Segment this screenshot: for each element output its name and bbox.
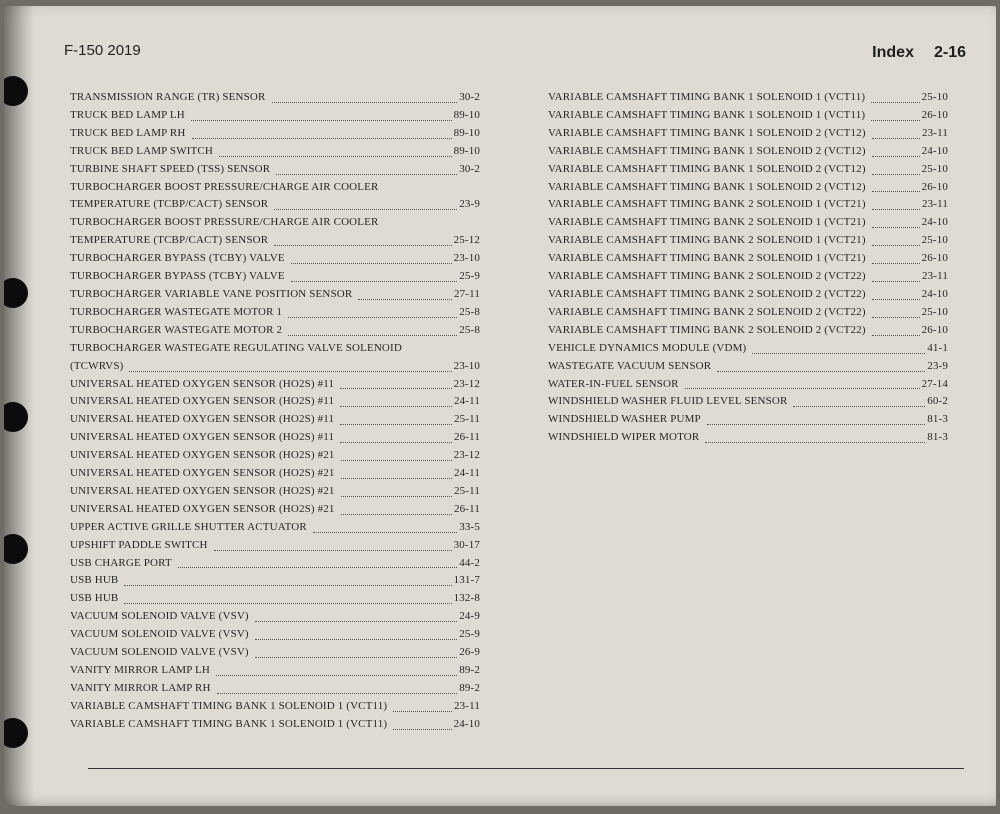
dot-leader <box>291 281 457 282</box>
dot-leader <box>272 102 458 103</box>
index-entry <box>548 393 948 411</box>
dot-leader <box>214 550 452 551</box>
entry-page-ref: 60-2 <box>927 395 948 408</box>
index-page <box>4 6 996 806</box>
index-entry <box>70 716 480 734</box>
entry-title: VARIABLE CAMSHAFT TIMING BANK 1 SOLENOID 1 (VCT11) <box>548 108 866 121</box>
entry-page-ref: 27-14 <box>921 377 948 390</box>
dot-leader <box>872 317 920 318</box>
index-entry <box>548 250 948 268</box>
entry-title: VEHICLE DYNAMICS MODULE (VDM) <box>548 341 747 354</box>
entry-title: TURBOCHARGER VARIABLE VANE POSITION SENSOR <box>70 287 353 300</box>
dot-leader <box>274 209 457 210</box>
entry-title: UNIVERSAL HEATED OXYGEN SENSOR (HO2S) #21 <box>70 484 335 497</box>
index-entry <box>70 393 480 411</box>
dot-leader <box>793 406 925 407</box>
entry-page-ref: 41-1 <box>927 341 948 354</box>
entry-title: TRUCK BED LAMP RH <box>70 126 186 139</box>
entry-page-ref: 25-10 <box>921 234 948 247</box>
entry-page-ref: 24-11 <box>453 395 480 408</box>
entry-title: UNIVERSAL HEATED OXYGEN SENSOR (HO2S) #11 <box>70 431 335 444</box>
entry-title-continued: TEMPERATURE (TCBP/CACT) SENSOR <box>70 234 269 247</box>
entry-title: VARIABLE CAMSHAFT TIMING BANK 2 SOLENOID 2 (VCT22) <box>548 323 866 336</box>
index-entry <box>70 125 480 143</box>
index-entry <box>70 698 480 716</box>
entry-title: VARIABLE CAMSHAFT TIMING BANK 1 SOLENOID 2 (VCT12) <box>548 144 866 157</box>
entry-title: TURBOCHARGER WASTEGATE MOTOR 1 <box>70 305 283 318</box>
index-entry <box>70 304 480 322</box>
dot-leader <box>871 102 919 103</box>
index-entry <box>70 644 480 662</box>
entry-page-ref: 89-2 <box>459 681 480 694</box>
dot-leader <box>192 138 452 139</box>
entry-page-ref: 25-10 <box>921 91 948 103</box>
dot-leader <box>358 299 452 300</box>
dot-leader <box>219 156 452 157</box>
index-entry <box>548 161 948 179</box>
dot-leader <box>341 460 452 461</box>
entry-title: WINDSHIELD WASHER PUMP <box>548 413 701 426</box>
entry-title: TURBOCHARGER BYPASS (TCBY) VALVE <box>70 270 285 283</box>
entry-title: VARIABLE CAMSHAFT TIMING BANK 2 SOLENOID 1 (VCT21) <box>548 252 866 265</box>
entry-title: USB CHARGE PORT <box>70 556 172 569</box>
index-entry <box>70 179 480 215</box>
entry-title-continued: TEMPERATURE (TCBP/CACT) SENSOR <box>70 198 269 211</box>
entry-title: WINDSHIELD WASHER FLUID LEVEL SENSOR <box>548 395 788 408</box>
entry-page-ref: 25-9 <box>459 270 480 283</box>
dot-leader <box>340 388 451 389</box>
dot-leader <box>872 335 920 336</box>
index-column-left <box>70 89 480 734</box>
index-entry <box>70 89 480 107</box>
index-entry <box>548 143 948 161</box>
entry-title: TURBOCHARGER BOOST PRESSURE/CHARGE AIR COOLER <box>70 180 379 193</box>
entry-page-ref: 89-10 <box>453 144 480 157</box>
index-entry <box>70 501 480 519</box>
entry-page-ref: 23-10 <box>453 252 480 265</box>
entry-title: WASTEGATE VACUUM SENSOR <box>548 359 712 372</box>
entry-page-ref: 89-2 <box>459 664 480 676</box>
entry-page-ref: 24-10 <box>921 287 948 300</box>
index-entry <box>70 161 480 179</box>
index-entry <box>70 572 480 590</box>
dot-leader <box>340 424 452 425</box>
entry-page-ref: 26-11 <box>453 431 480 444</box>
entry-title: UNIVERSAL HEATED OXYGEN SENSOR (HO2S) #21 <box>70 449 335 462</box>
entry-page-ref: 30-2 <box>459 162 480 175</box>
entry-page-ref: 26-10 <box>921 252 948 265</box>
dot-leader <box>313 532 457 533</box>
entry-title: WATER-IN-FUEL SENSOR <box>548 377 679 390</box>
entry-title: UPSHIFT PADDLE SWITCH <box>70 538 208 551</box>
index-entry <box>548 268 948 286</box>
dot-leader <box>288 317 457 318</box>
dot-leader <box>340 406 452 407</box>
entry-title: VARIABLE CAMSHAFT TIMING BANK 2 SOLENOID 2 (VCT22) <box>548 287 866 300</box>
index-entry <box>548 107 948 125</box>
index-entry <box>70 447 480 465</box>
entry-title: VARIABLE CAMSHAFT TIMING BANK 1 SOLENOID 1 (VCT11) <box>70 717 388 730</box>
entry-title: VARIABLE CAMSHAFT TIMING BANK 2 SOLENOID 2 (VCT22) <box>548 305 866 318</box>
entry-title: VACUUM SOLENOID VALVE (VSV) <box>70 610 249 623</box>
entry-page-ref: 24-10 <box>921 216 948 229</box>
index-entry <box>548 322 948 340</box>
index-entry <box>548 89 948 107</box>
entry-title: USB HUB <box>70 592 119 605</box>
entry-title: TRUCK BED LAMP LH <box>70 108 185 121</box>
index-entry <box>70 286 480 304</box>
entry-page-ref: 30-2 <box>459 91 480 103</box>
index-entry <box>548 376 948 394</box>
entry-page-ref: 81-3 <box>927 431 948 444</box>
entry-page-ref: 25-10 <box>921 162 948 175</box>
index-entry <box>548 125 948 143</box>
entry-page-ref: 89-10 <box>453 126 480 139</box>
entry-title: VARIABLE CAMSHAFT TIMING BANK 1 SOLENOID 2 (VCT12) <box>548 180 866 193</box>
index-entry <box>548 304 948 322</box>
footer-rule <box>88 768 964 769</box>
entry-title: VACUUM SOLENOID VALVE (VSV) <box>70 628 249 641</box>
dot-leader <box>255 639 457 640</box>
entry-page-ref: 26-10 <box>921 323 948 336</box>
dot-leader <box>124 585 451 586</box>
dot-leader <box>872 263 920 264</box>
entry-title: TRANSMISSION RANGE (TR) SENSOR <box>70 91 266 103</box>
entry-title: TRUCK BED LAMP SWITCH <box>70 144 213 157</box>
index-entry <box>70 340 480 376</box>
dot-leader <box>872 138 920 139</box>
index-entry <box>70 680 480 698</box>
entry-page-ref: 89-10 <box>453 108 480 121</box>
dot-leader <box>255 657 457 658</box>
entry-title: VARIABLE CAMSHAFT TIMING BANK 1 SOLENOID 1 (VCT11) <box>70 699 388 712</box>
entry-title: USB HUB <box>70 574 119 587</box>
entry-page-ref: 24-10 <box>921 144 948 157</box>
index-entry <box>70 268 480 286</box>
index-entry <box>70 662 480 680</box>
entry-title: UNIVERSAL HEATED OXYGEN SENSOR (HO2S) #11 <box>70 377 335 390</box>
entry-title: TURBOCHARGER WASTEGATE MOTOR 2 <box>70 323 283 336</box>
dot-leader <box>393 729 451 730</box>
index-entry <box>70 107 480 125</box>
entry-title: TURBOCHARGER BOOST PRESSURE/CHARGE AIR COOLER <box>70 216 379 229</box>
dot-leader <box>341 478 452 479</box>
dot-leader <box>276 174 457 175</box>
dot-leader <box>341 496 452 497</box>
dot-leader <box>872 174 920 175</box>
entry-page-ref: 24-9 <box>459 610 480 623</box>
entry-page-ref: 23-9 <box>927 359 948 372</box>
section-name: Index <box>872 44 914 61</box>
index-entry <box>548 340 948 358</box>
entry-page-ref: 25-12 <box>453 234 480 247</box>
index-entry <box>70 429 480 447</box>
dot-leader <box>717 371 925 372</box>
entry-title: UNIVERSAL HEATED OXYGEN SENSOR (HO2S) #21 <box>70 502 335 515</box>
dot-leader <box>340 442 452 443</box>
entry-page-ref: 131-7 <box>453 574 480 587</box>
dot-leader <box>291 263 452 264</box>
index-entry <box>548 196 948 214</box>
entry-page-ref: 132-8 <box>453 592 480 605</box>
dot-leader <box>191 120 452 121</box>
entry-page-ref: 26-10 <box>921 108 948 121</box>
entry-page-ref: 26-10 <box>921 180 948 193</box>
dot-leader <box>217 693 458 694</box>
entry-page-ref: 24-10 <box>453 717 480 730</box>
entry-page-ref: 23-11 <box>453 699 480 712</box>
entry-page-ref: 25-8 <box>459 305 480 318</box>
entry-page-ref: 26-11 <box>453 502 480 515</box>
entry-page-ref: 25-10 <box>921 305 948 318</box>
entry-page-ref: 25-9 <box>459 628 480 641</box>
index-entry <box>70 590 480 608</box>
page-number: 2-16 <box>933 44 966 61</box>
index-entry <box>70 214 480 250</box>
dot-leader <box>274 245 451 246</box>
entry-title: VARIABLE CAMSHAFT TIMING BANK 1 SOLENOID 2 (VCT12) <box>548 126 866 139</box>
index-entry <box>70 519 480 537</box>
entry-page-ref: 26-9 <box>459 646 480 659</box>
dot-leader <box>872 245 920 246</box>
entry-title: VANITY MIRROR LAMP RH <box>70 681 211 694</box>
entry-page-ref: 81-3 <box>927 413 948 426</box>
entry-page-ref: 23-11 <box>921 198 948 211</box>
entry-title: UNIVERSAL HEATED OXYGEN SENSOR (HO2S) #11 <box>70 413 335 426</box>
entry-title: TURBOCHARGER WASTEGATE REGULATING VALVE SOLENOID <box>70 341 402 354</box>
entry-title: VARIABLE CAMSHAFT TIMING BANK 2 SOLENOID 1 (VCT21) <box>548 216 866 229</box>
index-entry <box>70 626 480 644</box>
index-entry <box>70 250 480 268</box>
entry-page-ref: 23-12 <box>453 449 480 462</box>
dot-leader <box>124 603 451 604</box>
entry-title: UNIVERSAL HEATED OXYGEN SENSOR (HO2S) #21 <box>70 467 335 480</box>
entry-title: WINDSHIELD WIPER MOTOR <box>548 431 700 444</box>
entry-title: VACUUM SOLENOID VALVE (VSV) <box>70 646 249 659</box>
entry-page-ref: 30-17 <box>453 538 480 551</box>
entry-title: VARIABLE CAMSHAFT TIMING BANK 1 SOLENOID 2 (VCT12) <box>548 162 866 175</box>
entry-page-ref: 23-9 <box>459 198 480 211</box>
dot-leader <box>288 335 457 336</box>
entry-title: UNIVERSAL HEATED OXYGEN SENSOR (HO2S) #11 <box>70 395 335 408</box>
index-entry <box>70 555 480 573</box>
dot-leader <box>707 424 925 425</box>
dot-leader <box>341 514 452 515</box>
index-column-right <box>548 89 948 447</box>
dot-leader <box>871 120 919 121</box>
dot-leader <box>872 209 920 210</box>
index-entry <box>70 322 480 340</box>
index-entry <box>548 286 948 304</box>
index-entry <box>70 537 480 555</box>
entry-title: VARIABLE CAMSHAFT TIMING BANK 2 SOLENOID 1 (VCT21) <box>548 234 866 247</box>
dot-leader <box>705 442 925 443</box>
entry-title: VARIABLE CAMSHAFT TIMING BANK 2 SOLENOID 2 (VCT22) <box>548 270 866 283</box>
dot-leader <box>178 567 457 568</box>
section-header <box>872 44 966 62</box>
entry-page-ref: 33-5 <box>459 520 480 533</box>
entry-page-ref: 23-12 <box>453 377 480 390</box>
index-entry <box>70 483 480 501</box>
dot-leader <box>393 711 452 712</box>
entry-title: VANITY MIRROR LAMP LH <box>70 664 210 676</box>
dot-leader <box>872 281 920 282</box>
index-entry <box>70 465 480 483</box>
index-entry <box>548 232 948 250</box>
index-entry <box>70 411 480 429</box>
entry-page-ref: 23-10 <box>453 359 480 372</box>
entry-title: VARIABLE CAMSHAFT TIMING BANK 2 SOLENOID 1 (VCT21) <box>548 198 866 211</box>
entry-title: TURBOCHARGER BYPASS (TCBY) VALVE <box>70 252 285 265</box>
index-entry <box>548 358 948 376</box>
index-entry <box>70 608 480 626</box>
dot-leader <box>216 675 457 676</box>
entry-page-ref: 25-8 <box>459 323 480 336</box>
dot-leader <box>685 388 920 389</box>
entry-title: VARIABLE CAMSHAFT TIMING BANK 1 SOLENOID 1 (VCT11) <box>548 91 866 103</box>
index-entry <box>548 429 948 447</box>
dot-leader <box>872 227 920 228</box>
entry-page-ref: 24-11 <box>453 467 480 480</box>
entry-title: UPPER ACTIVE GRILLE SHUTTER ACTUATOR <box>70 520 307 533</box>
entry-page-ref: 25-11 <box>453 413 480 426</box>
entry-page-ref: 27-11 <box>453 287 480 300</box>
dot-leader <box>872 299 920 300</box>
index-entry <box>70 143 480 161</box>
entry-title-continued: (TCWRVS) <box>70 359 124 372</box>
dot-leader <box>872 156 920 157</box>
entry-page-ref: 23-11 <box>921 126 948 139</box>
entry-page-ref: 23-11 <box>921 270 948 283</box>
dot-leader <box>872 191 920 192</box>
entry-page-ref: 44-2 <box>459 556 480 569</box>
entry-page-ref: 25-11 <box>453 484 480 497</box>
dot-leader <box>752 353 925 354</box>
entry-title: TURBINE SHAFT SPEED (TSS) SENSOR <box>70 162 271 175</box>
index-entry <box>548 214 948 232</box>
index-entry <box>548 411 948 429</box>
manual-title: F-150 2019 <box>64 42 141 59</box>
index-entry <box>548 179 948 197</box>
dot-leader <box>129 371 451 372</box>
dot-leader <box>255 621 457 622</box>
index-entry <box>70 376 480 394</box>
